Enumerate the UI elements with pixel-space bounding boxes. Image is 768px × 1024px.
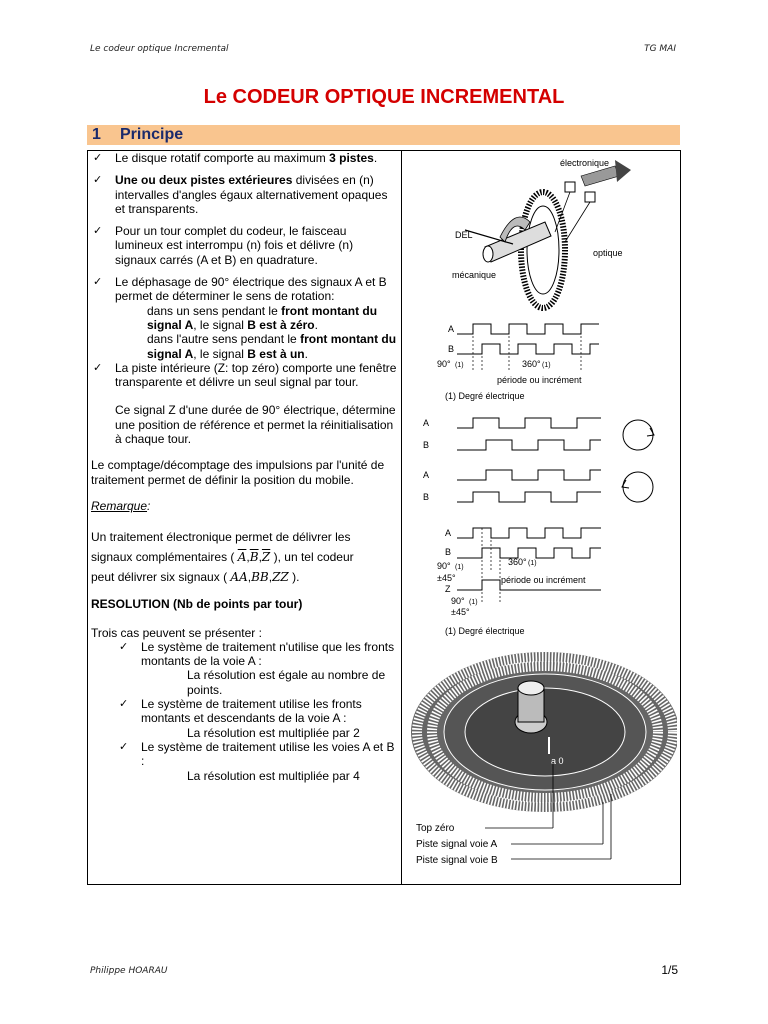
text-bold: 3 pistes	[329, 151, 374, 165]
text: La résolution est multipliée par 4	[187, 768, 360, 783]
label-periode: période ou incrément	[497, 375, 582, 385]
signal-b-cw	[457, 440, 601, 450]
shaft-end	[483, 246, 493, 262]
label-b: B	[423, 492, 430, 502]
complementaires-text: Un traitement électronique permet de délivrer les signaux complémentaires ( $\overline{A},\overline{B},\overline{Z}$ ), un tel codeur peut délivrer six signaux ( AA,BB,ZZ ).	[91, 530, 354, 585]
text: Le disque rotatif comporte au maximum	[115, 151, 330, 165]
label-note: (1)	[542, 362, 551, 369]
abz-timing	[437, 528, 601, 636]
list-item	[91, 151, 397, 165]
label-periode: période ou incrément	[501, 575, 586, 585]
list-item	[91, 275, 397, 361]
sensor-block	[585, 192, 595, 202]
label-del: DEL	[455, 230, 473, 240]
resolution-heading: RESOLUTION (Nb de points par tour)	[91, 597, 303, 612]
page-number: 1/5	[661, 963, 678, 977]
shaft	[485, 222, 551, 262]
label-b: B	[448, 344, 455, 354]
list-item: ✓ Le système de traitement n'utilise que les fronts montants de la voie A :	[119, 639, 395, 669]
column-divider	[401, 150, 402, 885]
label-90deg: 90°	[451, 596, 465, 606]
signal-a	[457, 528, 601, 538]
label-pm45: ±45°	[451, 607, 470, 617]
label-b: B	[423, 440, 430, 450]
list-item: ✓ Le système de traitement utilise les voies A et B :	[119, 739, 395, 769]
header-right: TG MAI	[644, 44, 676, 54]
sub-text: dans l'autre sens pendant le front montant du signal A, le signal B est à un.	[147, 332, 397, 361]
text-bold: Une ou deux pistes extérieures	[115, 173, 293, 188]
check-icon: ✓	[93, 152, 103, 164]
label-a: A	[423, 418, 430, 428]
comptage-text: Le comptage/décomptage des impulsions par l'unité de traitement permet de définir la position du mobile.	[91, 458, 385, 487]
footer-author: Philippe HOARAU	[90, 966, 168, 976]
signal-a-cw	[457, 418, 601, 428]
signal-a-ccw	[457, 470, 601, 480]
label-mecanique: mécanique	[452, 270, 497, 280]
remarque-label: Remarque	[91, 498, 148, 513]
label-360deg: 360°	[508, 557, 527, 567]
list-item	[91, 361, 397, 446]
rotation-cw-icon	[623, 420, 653, 450]
arrow-head-icon	[615, 160, 631, 182]
check-icon: ✓	[93, 361, 103, 374]
label-top-zero: Top zéro	[416, 823, 455, 834]
encoder-sketch	[452, 158, 631, 308]
code-disk	[521, 192, 565, 308]
check-icon: ✓	[119, 740, 129, 753]
text: divisées en (n) intervalles d'angles égaux alternativement opaques et transparents.	[115, 173, 388, 216]
text: .	[373, 151, 378, 165]
sensor-block	[565, 182, 575, 192]
signal-b-ccw	[457, 492, 601, 502]
direction-signals	[423, 418, 654, 502]
resolution-intro: Trois cas peuvent se présenter :	[91, 625, 262, 640]
arrow-icon	[581, 166, 619, 186]
text-column	[91, 151, 397, 783]
label-a: A	[423, 470, 430, 480]
label-note: (1)	[469, 599, 478, 606]
figures-column	[405, 152, 677, 882]
label-note: (1)	[455, 564, 464, 571]
list-item: ✓ Le système de traitement utilise les fronts montants et descendants de la voie A :	[119, 697, 362, 726]
section-heading	[87, 125, 680, 145]
list-item	[91, 224, 397, 267]
rotation-ccw-icon	[623, 472, 653, 502]
text: La résolution est égale au nombre de points.	[187, 668, 386, 697]
signal-b	[457, 344, 599, 354]
label-degre: (1) Degré électrique	[445, 626, 525, 636]
disk-inner	[465, 688, 625, 776]
section-number: 1	[92, 126, 101, 143]
label-voie-a: Piste signal voie A	[416, 839, 498, 850]
list-item	[91, 173, 397, 216]
label-90deg: 90°	[437, 561, 451, 571]
sub-text: dans un sens pendant le front montant du signal A, le signal B est à zéro.	[147, 303, 378, 332]
hub-top	[518, 681, 544, 695]
signal-a	[457, 324, 599, 334]
label-electronique: électronique	[560, 158, 610, 168]
quadrature-timing	[437, 324, 599, 401]
label-voie-b: Piste signal voie B	[416, 855, 498, 866]
text: Ce signal Z d'une durée de 90° électrique, détermine une position de référence et permet la réinitialisation à chaque tour.	[115, 403, 396, 447]
label-optique: optique	[593, 248, 623, 258]
header-left: Le codeur optique Incremental	[90, 44, 229, 54]
disk-inner	[527, 206, 559, 294]
label-degre: (1) Degré électrique	[445, 391, 525, 401]
label-360deg: 360°	[522, 359, 541, 369]
check-icon: ✓	[93, 276, 103, 289]
code-disk-drawing	[411, 652, 677, 866]
text: La piste intérieure (Z: top zéro) comporte une fenêtre transparente et délivre un seul signal par tour.	[115, 360, 397, 390]
label-90deg: 90°	[437, 359, 451, 369]
text: Le déphasage de 90° électrique des signaux A et B permet de déterminer le sens de rotation:	[115, 275, 387, 304]
check-icon: ✓	[119, 640, 129, 653]
label-b: B	[445, 547, 452, 557]
label-a: A	[448, 324, 455, 334]
label-note: (1)	[528, 560, 537, 567]
check-icon: ✓	[93, 225, 103, 238]
text: :	[147, 498, 151, 513]
page-title: Le CODEUR OPTIQUE INCREMENTAL	[203, 86, 565, 108]
text: La résolution est multipliée par 2	[187, 725, 360, 740]
check-icon: ✓	[93, 174, 103, 187]
label-a: A	[445, 528, 452, 538]
label-pm45: ±45°	[437, 573, 456, 583]
signal-b	[457, 548, 601, 558]
label-note: (1)	[455, 362, 464, 369]
section-label: Principe	[120, 126, 184, 143]
label-z: Z	[445, 584, 451, 594]
zero-mark-label: a 0	[551, 756, 564, 766]
text: Pour un tour complet du codeur, le faisceau lumineux est interrompu (n) fois et délivre (n) signaux carrés (A et B) en quadrature.	[115, 224, 354, 267]
check-icon: ✓	[119, 698, 129, 711]
